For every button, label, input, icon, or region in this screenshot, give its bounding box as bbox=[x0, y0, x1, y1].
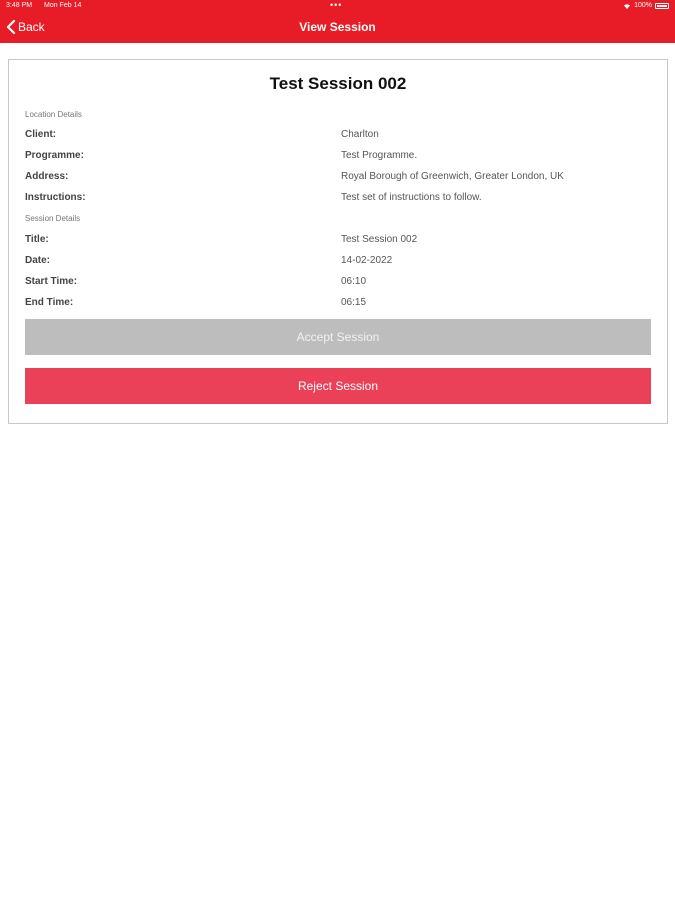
page-title: View Session bbox=[299, 20, 376, 34]
end-time-label: End Time: bbox=[25, 297, 74, 308]
session-title: Test Session 002 bbox=[269, 74, 407, 93]
status-time: 3:48 PM bbox=[6, 2, 33, 9]
status-date: Mon Feb 14 bbox=[44, 2, 82, 9]
wifi-icon bbox=[623, 3, 631, 9]
location-details-label: Location Details bbox=[25, 110, 82, 119]
status-bar bbox=[0, 0, 675, 12]
multitasking-dots[interactable]: ••• bbox=[330, 0, 343, 10]
status-indicators bbox=[623, 2, 669, 9]
reject-session-button[interactable]: Reject Session bbox=[25, 368, 651, 404]
start-time-label: Start Time: bbox=[25, 276, 78, 287]
accept-session-button[interactable]: Accept Session bbox=[25, 319, 651, 355]
battery-icon bbox=[655, 3, 669, 9]
date-label: Date: bbox=[25, 255, 51, 266]
instructions-label: Instructions: bbox=[25, 192, 86, 203]
battery-percentage: 100% bbox=[634, 2, 652, 9]
address-value: Royal Borough of Greenwich, Greater London, UK bbox=[341, 171, 564, 182]
client-value: Charlton bbox=[341, 129, 379, 140]
session-card bbox=[8, 59, 668, 424]
back-label: Back bbox=[18, 20, 45, 34]
programme-value: Test Programme. bbox=[341, 150, 418, 161]
session-details-label: Session Details bbox=[25, 214, 81, 223]
start-time-value: 06:10 bbox=[341, 276, 367, 287]
date-value: 14-02-2022 bbox=[341, 255, 393, 266]
navigation-header bbox=[0, 0, 675, 43]
programme-label: Programme: bbox=[25, 150, 84, 161]
client-label: Client: bbox=[25, 129, 57, 140]
instructions-value: Test set of instructions to follow. bbox=[341, 192, 482, 203]
title-value: Test Session 002 bbox=[341, 234, 418, 245]
address-label: Address: bbox=[25, 171, 69, 182]
title-label: Title: bbox=[25, 234, 49, 245]
end-time-value: 06:15 bbox=[341, 297, 367, 308]
